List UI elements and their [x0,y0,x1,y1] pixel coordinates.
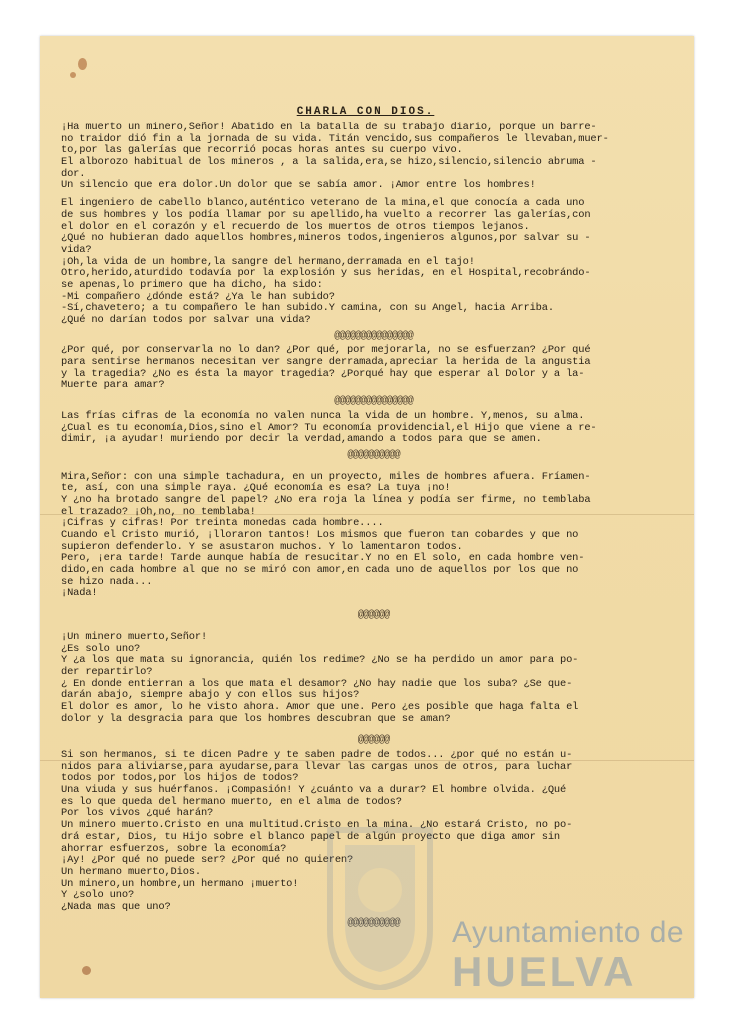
text-line: Otro,herido,aturdido todavía por la explosión y sus heridas, en el Hospital,recobrándo- [61,267,591,280]
section-separator: @@@@@@@@@@@@@@@ [334,329,413,342]
text-line: vida? [61,243,92,256]
text-line: Un hermano muerto,Dios. [61,865,201,878]
text-line: supieron defenderlo. Y se asustaron muchos. Y lo lamentaron todos. [61,540,463,553]
text-line: El ingeniero de cabello blanco,auténtico veterano de la mina,el que conocía a cada uno [61,197,585,210]
text-line: se hizo nada... [61,575,153,588]
text-line: darán abajo, siempre abajo y con ellos sus hijos? [61,689,360,702]
section-separator: @@@@@@ [357,609,390,622]
text-line: Si son hermanos, si te dicen Padre y te saben padre de todos... ¿por qué no están u- [61,749,573,761]
text-line: nidos para aliviarse,para ayudarse,para llevar las cargas unos de otros, para luchar [61,760,573,773]
text-line: ¿Qué no darían todos por salvar una vida? [61,314,311,326]
text-line: El dolor es amor, lo he visto ahora. Amor que une. Pero ¿es posible que haga falta el [61,700,579,713]
text-line: ¿Es solo uno? [61,642,141,655]
text-line: todos por todos,por los hijos de todos? [61,772,299,785]
text-line: no traidor dió fin a la jornada de su vida. Titán vencido,sus compañeros le llevaban,muer- [61,132,609,145]
text-line: para sentirse hermanos necesitan ver sangre derramada,apreciar la herida de la angustia [61,356,591,369]
text-line: ¡Oh,la vida de un hombre,la sangre del hermano,derramada en el tajo! [61,255,475,268]
document-title: CHARLA CON DIOS. [296,106,435,118]
text-line: Cuando el Cristo murió, ¡lloraron tantos! Los mismos que fueron tan cobardes y que no [61,529,579,541]
text-line: Un minero,un hombre,un hermano ¡muerto! [61,877,299,890]
text-line: ¡Cifras y cifras! Por treinta monedas cada hombre.... [61,517,384,530]
text-line: dolor y la desgracia para que los hombres descubran que se aman? [61,712,451,725]
text-line: Mira,Señor: con una simple tachadura, en un proyecto, miles de hombres afuera. Fríamen- [61,470,591,483]
text-line: El alborozo habitual de los mineros , a la salida,era,se hizo,silencio,silencio abruma - [61,156,597,169]
text-line: dor. [61,167,86,180]
document-body [61,122,686,1002]
text-line: drá estar, Dios, tu Hijo sobre el blanco papel de algún proyecto que diga amor sin [61,830,561,843]
block-gap [61,929,686,933]
text-line: dido,en cada hombre al que no se miró con amor,en cada uno de aquellos por los que no [61,564,579,577]
text-line: Y ¿no ha brotado sangre del papel? ¿No era roja la línea y podía ser firme, no temblaba [61,493,591,506]
text-line: Por los vivos ¿qué harán? [61,807,214,820]
text-line: el dolor en el corazón y el recuerdo de los muertos de otros tiempos lejanos. [61,220,530,233]
text-line: Las frías cifras de la economía no valen nunca la vida de un hombre. Y,menos, su alma. [61,409,585,422]
section-separator: @@@@@@ [357,734,390,747]
section-separator: @@@@@@@@@@ [347,448,400,461]
text-line: Pero, ¡era tarde! Tarde aunque había de resucitar.Y no en El solo, en cada hombre ven- [61,552,585,565]
text-line: ¡Nada! [61,587,98,600]
text-line: ¿Qué no hubieran dado aquellos hombres,mineros todos,ingenieros algunos,por salvar su - [61,232,591,245]
text-line: de sus hombres y los podía llamar por su apellido,ha vuelto a recorrer las galerías,con [61,208,591,221]
text-line: Y ¿a los que mata su ignorancia, quién los redime? ¿No se ha perdido un amor para po- [61,654,579,667]
text-line: ¡Ay! ¿Por qué no puede ser? ¿Por qué no quieren? [61,854,354,867]
text-line: ¿Cual es tu economía,Dios,sino el Amor? Tu economía providencial,el Hijo que viene a re- [61,421,597,434]
text-line: ¿Nada mas que uno? [61,900,171,913]
text-line: se apenas,lo primero que ha dicho, ha sido: [61,278,323,291]
text-line: Un silencio que era dolor.Un dolor que se sabía amor. ¡Amor entre los hombres! [61,179,536,192]
text-line: ¡Un minero muerto,Señor! [61,630,208,643]
text-line: dimir, ¡a ayudar! muriendo por decir la verdad,amando a todos para que se amen. [61,433,542,446]
text-line: -Mi compañero ¿dónde está? ¿Ya le han subido? [61,290,335,303]
text-line: te, así, con una simple raya. ¿Qué economía es esa? La tuya ¡no! [61,482,451,495]
stain-mark [70,72,76,78]
text-line: Y ¿solo uno? [61,889,135,902]
text-line: -Sí,chavetero; a tu compañero le han subido.Y camina, con su Angel, hacia Arriba. [61,302,554,315]
section-separator: @@@@@@@@@@ [347,916,400,929]
text-line: Muerte para amar? [61,379,165,392]
text-line: der repartirlo? [61,665,153,678]
text-line: es lo que queda del hermano muerto, en el alma de todos? [61,795,402,808]
text-line: Un minero muerto.Cristo en una multitud.Cristo en la mina. ¿No estará Cristo, no po- [61,819,573,832]
text-line: ahorrar esfuerzos, sobre la economía? [61,842,287,855]
text-line: ¿ En donde entierran a los que mata el desamor? ¿No hay nadie que los suba? ¿Se que- [61,677,573,690]
text-line: el trazado? ¡Oh,no, no temblaba! [61,505,256,518]
watermark-line2: HUELVA [452,948,637,995]
section-separator: @@@@@@@@@@@@@@@ [334,395,413,408]
watermark-line1: Ayuntamiento de [452,916,685,949]
text-line: y la tragedia? ¿No es ésta la mayor tragedia? ¿Porqué hay que esperar al Dolor y a la- [61,367,585,380]
text-line: ¡Ha muerto un minero,Señor! Abatido en la batalla de su trabajo diario, porque un barre- [61,122,597,133]
text-line: to,por las galerías que recorrió pocas horas antes su cuerpo vivo. [61,144,463,157]
stain-mark [78,58,87,70]
text-line: ¿Por qué, por conservarla no lo dan? ¿Por qué, por mejorarla, no se esfuerzan? ¿Por qué [61,344,591,357]
text-line: Una viuda y sus huérfanos. ¡Compasión! Y ¿cuánto va a durar? El hombre olvida. ¿Qué [61,784,567,797]
